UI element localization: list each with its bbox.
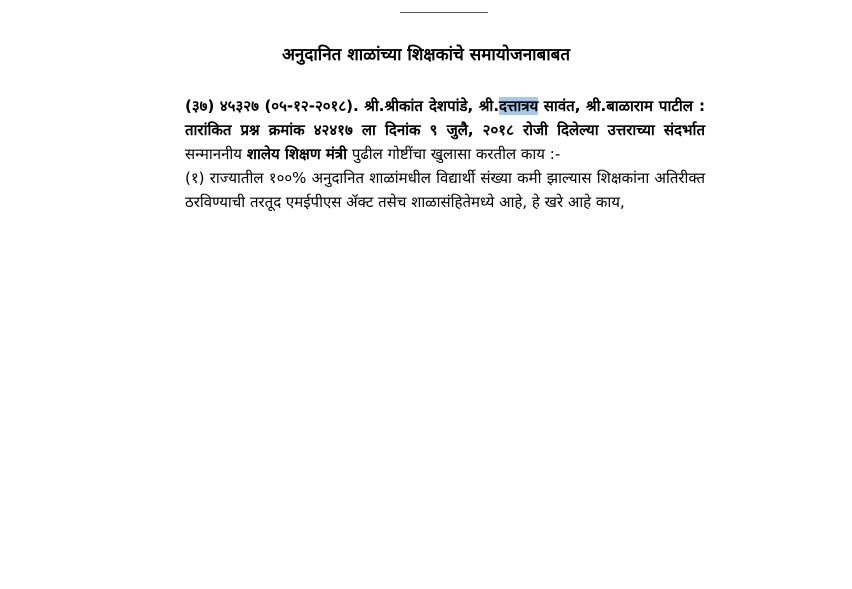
header-rule	[400, 12, 488, 13]
ask-line: पुढील गोष्टींचा खुलासा करतील काय :-	[351, 145, 561, 163]
question-body	[185, 94, 705, 214]
question-number: (३७)	[185, 97, 215, 115]
member-name-prefix: श्री.	[478, 97, 500, 115]
question-date: (०५-१२-२०१८).	[264, 97, 359, 115]
selected-text[interactable]: दत्तात्रय	[499, 97, 539, 115]
honorific: सन्माननीय	[185, 145, 243, 163]
question-reference: तारांकित प्रश्न क्रमांक ४२४१७ ला दिनांक ९ जुलै, २०१८ रोजी दिलेल्या उत्तराच्या संदर्भात	[185, 121, 705, 139]
document-title: अनुदानित शाळांच्या शिक्षकांचे समायोजनाबाबत	[281, 45, 571, 65]
question-paragraph	[185, 94, 705, 166]
member-name: श्री.श्रीकांत देशपांडे,	[364, 97, 474, 115]
question-item: (१) राज्यातील १००% अनुदानित शाळांमधील विद्यार्थी संख्या कमी झाल्यास शिक्षकांना अतिरीक्त ठरविण्याची तरतूद एमईपीएस ॲक्ट तसेच शाळासंहितेमध्ये आहे, हे खरे आहे काय,	[185, 169, 705, 211]
member-name-suffix: सावंत,	[543, 97, 581, 115]
minister-title: शालेय शिक्षण मंत्री	[246, 145, 348, 163]
question-id: ४५३२७	[219, 97, 259, 115]
member-name: श्री.बाळाराम पाटील :	[585, 97, 705, 115]
